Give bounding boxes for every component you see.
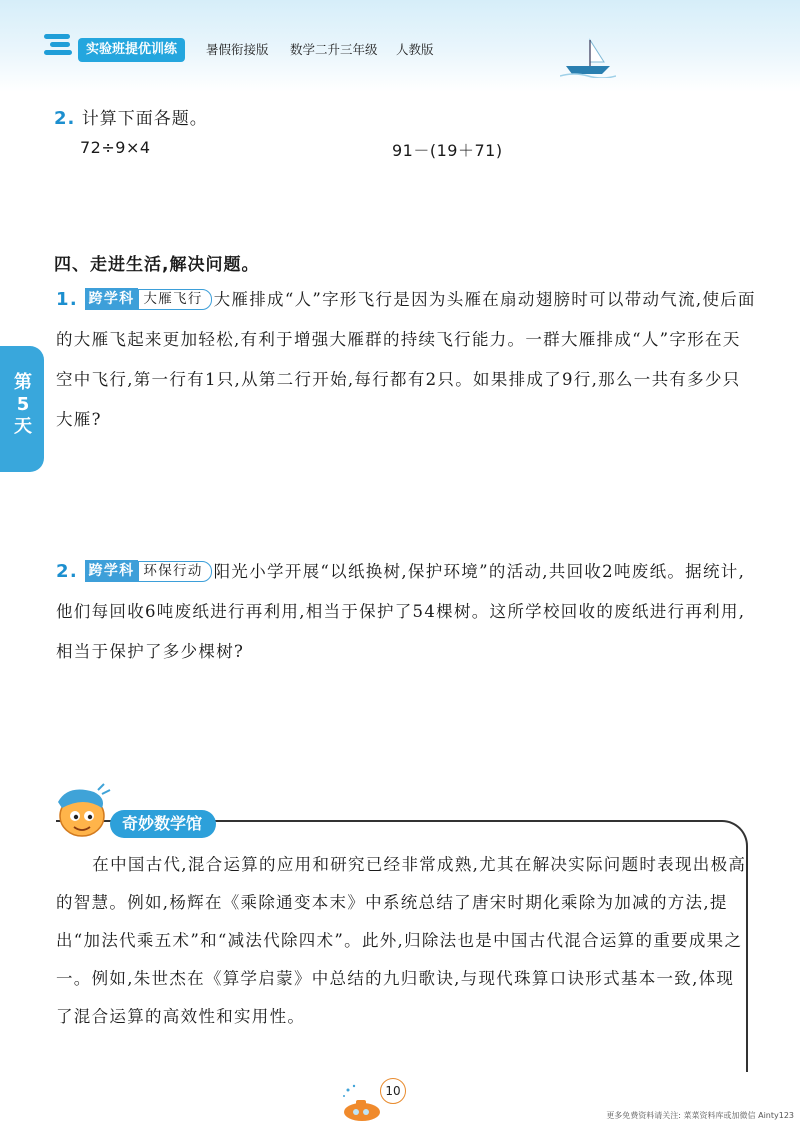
expression-1: 72÷9×4 <box>80 138 151 157</box>
expression-2: 91－(19＋71) <box>392 141 503 160</box>
series-title: 实验班提优训练 <box>78 38 185 62</box>
footer-note: 更多免费资料请关注: 菜菜资料库或加微信 Ainty123 <box>606 1111 794 1120</box>
problem-text: 大雁排成“人”字形飞行是因为头雁在扇动翅膀时可以带动气流,使后面的大雁飞起来更加轻松,有利于增强大雁群的持续飞行能力。一群大雁排成“人”字形在天空中飞行,第一行有1只,从第二行开始,每行都有2只。如果排成了9行,那么一共有多少只大雁? <box>56 290 756 429</box>
fun-math-title: 奇妙数学馆 <box>110 810 216 838</box>
page-number: 10 <box>380 1078 406 1104</box>
topic-tag: 环保行动 <box>138 561 211 582</box>
cartoon-mascot-icon <box>44 782 118 842</box>
fun-math-text: 在中国古代,混合运算的应用和研究已经非常成熟,尤其在解决实际问题时表现出极高的智慧。例如,杨辉在《乘除通变本末》中系统总结了唐宋时期化乘除为加减的方法,提出“加法代乘五术”和“减法代除四术”。此外,归除法也是中国古代混合运算的重要成果之一。例如,朱世杰在《算学启蒙》中总结的九归歌诀,与现代珠算口诀形式基本一致,体现了混合运算的高效性和实用性。 <box>56 855 747 1026</box>
day-tab-label: 第5天 <box>14 372 32 437</box>
series-logo-icon <box>44 34 74 56</box>
topic-tag: 大雁飞行 <box>138 289 211 310</box>
subject-tag: 跨学科 <box>85 560 139 582</box>
subject-tag: 跨学科 <box>85 288 139 310</box>
problem-text: 阳光小学开展“以纸换树,保护环境”的活动,共回收2吨废纸。据统计,他们每回收6吨废纸进行再利用,相当于保护了54棵树。这所学校回收的废纸进行再利用,相当于保护了多少棵树? <box>56 562 746 661</box>
problem-1 <box>56 280 756 440</box>
publisher-label: 人教版 <box>396 42 434 57</box>
question-title: 计算下面各题。 <box>81 109 208 129</box>
subject-label: 数学二升三年级 <box>290 42 378 57</box>
boat-icon <box>560 38 616 78</box>
section-heading: 四、走进生活,解决问题。 <box>54 255 260 275</box>
submarine-icon <box>340 1084 384 1128</box>
page-number-badge <box>340 1074 430 1124</box>
problem-number: 2. <box>56 561 78 582</box>
edition-label: 暑假衔接版 <box>206 42 269 57</box>
problem-2 <box>56 552 756 672</box>
problem-number: 1. <box>56 289 78 310</box>
calc-question <box>54 104 208 129</box>
question-number: 2. <box>54 108 76 129</box>
